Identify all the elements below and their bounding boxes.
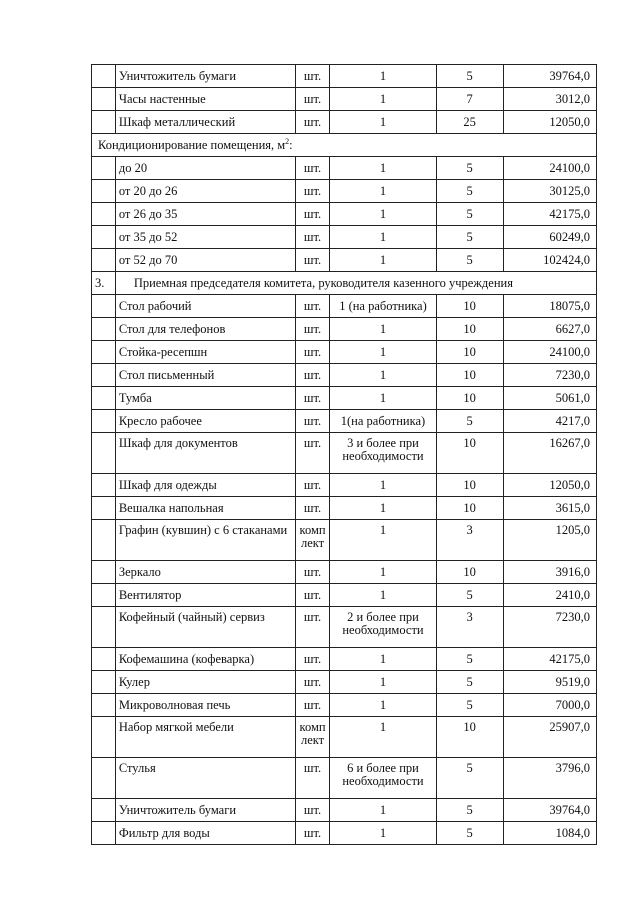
service-years-cell: 5 bbox=[436, 758, 503, 799]
table-row bbox=[92, 607, 597, 648]
quantity-cell: 1 bbox=[330, 520, 436, 561]
row-number-cell bbox=[92, 203, 116, 226]
quantity-cell: 1 bbox=[330, 318, 436, 341]
service-years-cell: 25 bbox=[436, 111, 503, 134]
item-name-cell: от 26 до 35 bbox=[115, 203, 295, 226]
price-cell: 42175,0 bbox=[503, 648, 596, 671]
service-years-cell: 7 bbox=[436, 88, 503, 111]
quantity-cell: 1 bbox=[330, 822, 436, 845]
unit-cell: шт. bbox=[295, 758, 330, 799]
row-number-cell bbox=[92, 318, 116, 341]
table-row bbox=[92, 341, 597, 364]
price-cell: 7000,0 bbox=[503, 694, 596, 717]
row-number-cell bbox=[92, 717, 116, 758]
item-name-cell: Кресло рабочее bbox=[115, 410, 295, 433]
quantity-cell: 1 bbox=[330, 88, 436, 111]
quantity-cell: 1 bbox=[330, 249, 436, 272]
quantity-cell: 2 и более при необходимости bbox=[330, 607, 436, 648]
price-cell: 12050,0 bbox=[503, 474, 596, 497]
item-name-cell: Графин (кувшин) с 6 стаканами bbox=[115, 520, 295, 561]
quantity-cell: 1 bbox=[330, 694, 436, 717]
quantity-cell: 1(на работника) bbox=[330, 410, 436, 433]
row-number-cell bbox=[92, 520, 116, 561]
item-name-cell: Набор мягкой мебели bbox=[115, 717, 295, 758]
table-row bbox=[92, 295, 597, 318]
item-name-cell: Шкаф для документов bbox=[115, 433, 295, 474]
item-name-cell: Уничтожитель бумаги bbox=[115, 799, 295, 822]
item-name-cell: Фильтр для воды bbox=[115, 822, 295, 845]
table-row bbox=[92, 387, 597, 410]
item-name-cell: Стойка-ресепшн bbox=[115, 341, 295, 364]
unit-cell: шт. bbox=[295, 341, 330, 364]
row-number-cell bbox=[92, 65, 116, 88]
conditioning-header-text: Кондиционирование помещения, м bbox=[98, 137, 286, 152]
price-cell: 25907,0 bbox=[503, 717, 596, 758]
service-years-cell: 10 bbox=[436, 474, 503, 497]
item-name-cell: Зеркало bbox=[115, 561, 295, 584]
unit-cell: комп лект bbox=[295, 717, 330, 758]
service-years-cell: 10 bbox=[436, 364, 503, 387]
table-row bbox=[92, 249, 597, 272]
table-row bbox=[92, 318, 597, 341]
quantity-cell: 1 bbox=[330, 180, 436, 203]
norms-table bbox=[91, 64, 597, 845]
price-cell: 39764,0 bbox=[503, 65, 596, 88]
service-years-cell: 5 bbox=[436, 694, 503, 717]
item-name-cell: Кофейный (чайный) сервиз bbox=[115, 607, 295, 648]
unit-cell: шт. bbox=[295, 318, 330, 341]
quantity-cell: 1 bbox=[330, 157, 436, 180]
quantity-cell: 3 и более при необходимости bbox=[330, 433, 436, 474]
service-years-cell: 5 bbox=[436, 249, 503, 272]
table-row bbox=[92, 497, 597, 520]
unit-cell: шт. bbox=[295, 180, 330, 203]
row-number-cell bbox=[92, 799, 116, 822]
price-cell: 1084,0 bbox=[503, 822, 596, 845]
item-name-cell: Шкаф для одежды bbox=[115, 474, 295, 497]
service-years-cell: 3 bbox=[436, 607, 503, 648]
service-years-cell: 3 bbox=[436, 520, 503, 561]
quantity-cell: 1 bbox=[330, 341, 436, 364]
service-years-cell: 10 bbox=[436, 561, 503, 584]
service-years-cell: 5 bbox=[436, 203, 503, 226]
table-row bbox=[92, 671, 597, 694]
row-number-cell bbox=[92, 387, 116, 410]
quantity-cell: 1 bbox=[330, 387, 436, 410]
quantity-cell: 1 bbox=[330, 561, 436, 584]
item-name-cell: Кулер bbox=[115, 671, 295, 694]
price-cell: 7230,0 bbox=[503, 364, 596, 387]
quantity-cell: 1 bbox=[330, 111, 436, 134]
quantity-cell: 1 bbox=[330, 717, 436, 758]
unit-cell: шт. bbox=[295, 157, 330, 180]
price-cell: 102424,0 bbox=[503, 249, 596, 272]
row-number-cell bbox=[92, 671, 116, 694]
table-row bbox=[92, 474, 597, 497]
row-number-cell bbox=[92, 561, 116, 584]
quantity-cell: 1 bbox=[330, 203, 436, 226]
unit-cell: шт. bbox=[295, 671, 330, 694]
item-name-cell: Вентилятор bbox=[115, 584, 295, 607]
table-row bbox=[92, 433, 597, 474]
unit-cell: шт. bbox=[295, 694, 330, 717]
row-number-cell bbox=[92, 607, 116, 648]
price-cell: 3916,0 bbox=[503, 561, 596, 584]
item-name-cell: от 35 до 52 bbox=[115, 226, 295, 249]
row-number-cell bbox=[92, 226, 116, 249]
section-number: 3. bbox=[92, 272, 116, 295]
item-name-cell: Уничтожитель бумаги bbox=[115, 65, 295, 88]
table-row bbox=[92, 203, 597, 226]
unit-cell: шт. bbox=[295, 410, 330, 433]
service-years-cell: 5 bbox=[436, 226, 503, 249]
row-number-cell bbox=[92, 474, 116, 497]
price-cell: 3615,0 bbox=[503, 497, 596, 520]
item-name-cell: Стулья bbox=[115, 758, 295, 799]
unit-cell: шт. bbox=[295, 433, 330, 474]
unit-cell: шт. bbox=[295, 648, 330, 671]
row-number-cell bbox=[92, 249, 116, 272]
row-number-cell bbox=[92, 433, 116, 474]
unit-cell: комп лект bbox=[295, 520, 330, 561]
unit-cell: шт. bbox=[295, 65, 330, 88]
unit-cell: шт. bbox=[295, 607, 330, 648]
quantity-cell: 1 bbox=[330, 474, 436, 497]
table-row bbox=[92, 180, 597, 203]
quantity-cell: 1 bbox=[330, 65, 436, 88]
item-name-cell: Микроволновая печь bbox=[115, 694, 295, 717]
item-name-cell: Стол письменный bbox=[115, 364, 295, 387]
price-cell: 18075,0 bbox=[503, 295, 596, 318]
service-years-cell: 5 bbox=[436, 410, 503, 433]
unit-cell: шт. bbox=[295, 111, 330, 134]
price-cell: 1205,0 bbox=[503, 520, 596, 561]
unit-cell: шт. bbox=[295, 295, 330, 318]
section-title: Приемная председателя комитета, руководителя казенного учреждения bbox=[115, 272, 596, 295]
service-years-cell: 10 bbox=[436, 497, 503, 520]
item-name-cell: Часы настенные bbox=[115, 88, 295, 111]
table-row bbox=[92, 157, 597, 180]
row-number-cell bbox=[92, 694, 116, 717]
quantity-cell: 1 bbox=[330, 364, 436, 387]
table-row bbox=[92, 520, 597, 561]
item-name-cell: Шкаф металлический bbox=[115, 111, 295, 134]
price-cell: 42175,0 bbox=[503, 203, 596, 226]
service-years-cell: 5 bbox=[436, 65, 503, 88]
price-cell: 16267,0 bbox=[503, 433, 596, 474]
price-cell: 39764,0 bbox=[503, 799, 596, 822]
conditioning-header bbox=[92, 134, 597, 157]
row-number-cell bbox=[92, 497, 116, 520]
row-number-cell bbox=[92, 341, 116, 364]
unit-cell: шт. bbox=[295, 88, 330, 111]
table-row bbox=[92, 694, 597, 717]
unit-cell: шт. bbox=[295, 387, 330, 410]
table-row bbox=[92, 717, 597, 758]
price-cell: 3796,0 bbox=[503, 758, 596, 799]
table-row bbox=[92, 88, 597, 111]
quantity-cell: 1 (на работника) bbox=[330, 295, 436, 318]
item-name-cell: от 52 до 70 bbox=[115, 249, 295, 272]
row-number-cell bbox=[92, 822, 116, 845]
unit-cell: шт. bbox=[295, 822, 330, 845]
table-row bbox=[92, 226, 597, 249]
quantity-cell: 1 bbox=[330, 671, 436, 694]
quantity-cell: 1 bbox=[330, 584, 436, 607]
table-row bbox=[92, 65, 597, 88]
service-years-cell: 5 bbox=[436, 180, 503, 203]
unit-cell: шт. bbox=[295, 561, 330, 584]
service-years-cell: 10 bbox=[436, 717, 503, 758]
service-years-cell: 5 bbox=[436, 799, 503, 822]
service-years-cell: 5 bbox=[436, 584, 503, 607]
price-cell: 3012,0 bbox=[503, 88, 596, 111]
price-cell: 9519,0 bbox=[503, 671, 596, 694]
unit-cell: шт. bbox=[295, 203, 330, 226]
item-name-cell: Стол для телефонов bbox=[115, 318, 295, 341]
service-years-cell: 10 bbox=[436, 341, 503, 364]
unit-cell: шт. bbox=[295, 226, 330, 249]
service-years-cell: 10 bbox=[436, 295, 503, 318]
quantity-cell: 1 bbox=[330, 497, 436, 520]
unit-cell: шт. bbox=[295, 249, 330, 272]
price-cell: 2410,0 bbox=[503, 584, 596, 607]
price-cell: 5061,0 bbox=[503, 387, 596, 410]
table-row bbox=[92, 648, 597, 671]
service-years-cell: 10 bbox=[436, 318, 503, 341]
item-name-cell: Стол рабочий bbox=[115, 295, 295, 318]
service-years-cell: 5 bbox=[436, 648, 503, 671]
quantity-cell: 1 bbox=[330, 648, 436, 671]
row-number-cell bbox=[92, 111, 116, 134]
table-row bbox=[92, 410, 597, 433]
price-cell: 60249,0 bbox=[503, 226, 596, 249]
row-number-cell bbox=[92, 88, 116, 111]
price-cell: 6627,0 bbox=[503, 318, 596, 341]
conditioning-header-suffix: : bbox=[289, 137, 293, 152]
service-years-cell: 10 bbox=[436, 387, 503, 410]
unit-cell: шт. bbox=[295, 364, 330, 387]
item-name-cell: Вешалка напольная bbox=[115, 497, 295, 520]
quantity-cell: 1 bbox=[330, 799, 436, 822]
table-row bbox=[92, 111, 597, 134]
price-cell: 24100,0 bbox=[503, 157, 596, 180]
row-number-cell bbox=[92, 364, 116, 387]
row-number-cell bbox=[92, 584, 116, 607]
row-number-cell bbox=[92, 180, 116, 203]
row-number-cell bbox=[92, 410, 116, 433]
subsection-header-row bbox=[92, 134, 597, 157]
row-number-cell bbox=[92, 157, 116, 180]
table-row bbox=[92, 561, 597, 584]
service-years-cell: 5 bbox=[436, 671, 503, 694]
unit-cell: шт. bbox=[295, 497, 330, 520]
unit-cell: шт. bbox=[295, 584, 330, 607]
service-years-cell: 5 bbox=[436, 157, 503, 180]
service-years-cell: 10 bbox=[436, 433, 503, 474]
table-row bbox=[92, 584, 597, 607]
item-name-cell: Кофемашина (кофеварка) bbox=[115, 648, 295, 671]
quantity-cell: 6 и более при необходимости bbox=[330, 758, 436, 799]
table-row bbox=[92, 364, 597, 387]
table-row bbox=[92, 799, 597, 822]
item-name-cell: Тумба bbox=[115, 387, 295, 410]
item-name-cell: от 20 до 26 bbox=[115, 180, 295, 203]
table-row bbox=[92, 822, 597, 845]
service-years-cell: 5 bbox=[436, 822, 503, 845]
price-cell: 24100,0 bbox=[503, 341, 596, 364]
price-cell: 30125,0 bbox=[503, 180, 596, 203]
conditioning-header-sup: 2 bbox=[285, 136, 290, 146]
price-cell: 7230,0 bbox=[503, 607, 596, 648]
quantity-cell: 1 bbox=[330, 226, 436, 249]
price-cell: 12050,0 bbox=[503, 111, 596, 134]
row-number-cell bbox=[92, 758, 116, 799]
table-row bbox=[92, 758, 597, 799]
section-header-row bbox=[92, 272, 597, 295]
row-number-cell bbox=[92, 648, 116, 671]
item-name-cell: до 20 bbox=[115, 157, 295, 180]
unit-cell: шт. bbox=[295, 799, 330, 822]
row-number-cell bbox=[92, 295, 116, 318]
unit-cell: шт. bbox=[295, 474, 330, 497]
price-cell: 4217,0 bbox=[503, 410, 596, 433]
